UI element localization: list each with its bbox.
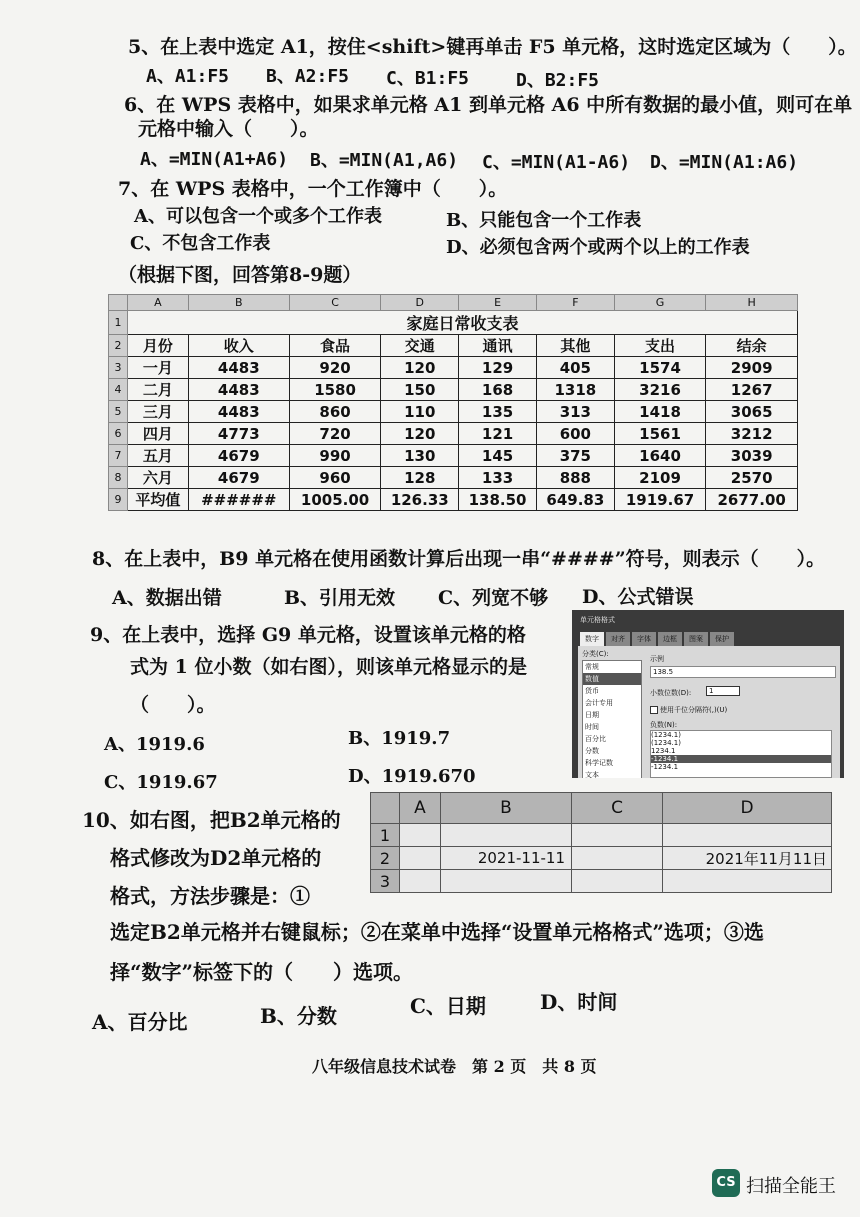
category-item[interactable]: 时间 (585, 723, 599, 731)
table-cell: 三月 (128, 401, 189, 423)
table-cell: 1574 (614, 357, 706, 379)
corner-cell (371, 793, 400, 824)
question-10-line2: 格式修改为D2单元格的 (110, 846, 322, 870)
average-row (109, 489, 798, 511)
table-cell: 128 (381, 467, 459, 489)
table-cell: 4679 (188, 467, 289, 489)
dialog-title: 单元格格式 (580, 616, 615, 624)
q6-option-b: B、=MIN(A1,A6) (310, 150, 459, 171)
q5-option-d: D、B2:F5 (516, 70, 600, 91)
q7-option-b: B、只能包含一个工作表 (446, 210, 642, 231)
table-row (109, 423, 798, 445)
header-cell: 其他 (536, 335, 614, 357)
table-cell: 4483 (188, 357, 289, 379)
category-item[interactable]: 分数 (585, 747, 599, 755)
table-row (109, 357, 798, 379)
table-cell: 2109 (614, 467, 706, 489)
table-cell: 133 (459, 467, 537, 489)
question-9-line3: （ ）。 (130, 694, 216, 716)
col-header-g: G (614, 295, 706, 311)
table-cell: 1005.00 (289, 489, 381, 511)
row-header: 2 (371, 847, 400, 870)
header-cell: 交通 (381, 335, 459, 357)
table-cell: 1561 (614, 423, 706, 445)
q6-option-a: A、=MIN(A1+A6) (140, 149, 289, 170)
table-cell: 1418 (614, 401, 706, 423)
table-cell: 110 (381, 401, 459, 423)
table-cell: 1318 (536, 379, 614, 401)
table-cell: 3065 (706, 401, 798, 423)
table-cell: 150 (381, 379, 459, 401)
cell-d1[interactable] (663, 824, 832, 847)
table-cell: 一月 (128, 357, 189, 379)
category-item-selected[interactable]: 数值 (583, 673, 641, 685)
date-format-sheet (370, 792, 832, 893)
row-header: 5 (109, 401, 128, 423)
question-7: 7、在 WPS 表格中，一个工作簿中（ ）。 (118, 178, 508, 200)
row-header: 1 (371, 824, 400, 847)
question-10-line4: 选定B2单元格并右键鼠标；②在菜单中选择“设置单元格格式”选项；③选 (110, 920, 764, 944)
table-cell: 五月 (128, 445, 189, 467)
question-6-line1: 6、在 WPS 表格中，如果求单元格 A1 到单元格 A6 中所有数据的最小值，则可在单 (124, 94, 853, 116)
row-header: 3 (371, 870, 400, 893)
cell-d2[interactable]: 2021年11月11日 (663, 847, 832, 870)
category-item[interactable]: 常规 (585, 663, 599, 671)
question-10-line3: 格式，方法步骤是：① (110, 884, 310, 908)
dialog-body (578, 646, 840, 778)
table-cell: 1640 (614, 445, 706, 467)
page-footer: 八年级信息技术试卷 第 2 页 共 8 页 (312, 1057, 597, 1076)
camscanner-logo: CS (712, 1169, 740, 1197)
cell-c1[interactable] (572, 824, 663, 847)
cell-a2[interactable] (400, 847, 441, 870)
question-5: 5、在上表中选定 A1，按住<shift>键再单击 F5 单元格，这时选定区域为（ ）。 (128, 36, 857, 58)
row-header: 8 (109, 467, 128, 489)
col-header-c: C (289, 295, 381, 311)
header-cell: 月份 (128, 335, 189, 357)
instruction-note: （根据下图，回答第8-9题） (118, 264, 362, 286)
table-cell: 138.50 (459, 489, 537, 511)
thousands-label: 使用千位分隔符(,)(U) (660, 706, 728, 714)
dialog-tabs (580, 632, 734, 646)
cell-a3[interactable] (400, 870, 441, 893)
category-item[interactable]: 科学记数 (585, 759, 613, 767)
table-cell: 168 (459, 379, 537, 401)
negative-list (650, 730, 832, 778)
table-cell: 960 (289, 467, 381, 489)
table-cell: 313 (536, 401, 614, 423)
cell-b1[interactable] (441, 824, 572, 847)
table-cell: 720 (289, 423, 381, 445)
q6-option-c: C、=MIN(A1-A6) (482, 152, 631, 173)
category-item[interactable]: 文本 (585, 771, 599, 778)
q10-option-a: A、百分比 (92, 1010, 188, 1034)
table-cell: 145 (459, 445, 537, 467)
table-cell: 4679 (188, 445, 289, 467)
header-cell: 结余 (706, 335, 798, 357)
negative-option-selected[interactable]: -1234.1 (651, 755, 831, 763)
question-10-line1: 10、如右图，把B2单元格的 (82, 808, 341, 832)
q7-option-d: D、必须包含两个或两个以上的工作表 (446, 237, 750, 258)
q8-option-a: A、数据出错 (112, 587, 222, 609)
table-cell: 平均值 (128, 489, 189, 511)
table-cell: 129 (459, 357, 537, 379)
header-cell: 通讯 (459, 335, 537, 357)
table-cell: 3039 (706, 445, 798, 467)
table-cell: 4483 (188, 401, 289, 423)
negative-option[interactable]: (1234.1) (651, 731, 681, 739)
sample-value: 138.5 (650, 666, 836, 678)
q8-option-b: B、引用无效 (284, 587, 396, 609)
table-row (109, 401, 798, 423)
col-header-a: A (128, 295, 189, 311)
table-cell: 2570 (706, 467, 798, 489)
row-header: 1 (109, 311, 128, 335)
table-cell: 4773 (188, 423, 289, 445)
q7-option-c: C、不包含工作表 (130, 233, 271, 254)
q9-option-d: D、1919.670 (348, 766, 476, 787)
table-row (109, 379, 798, 401)
table-cell: 649.83 (536, 489, 614, 511)
table-cell: 135 (459, 401, 537, 423)
cell-a1[interactable] (400, 824, 441, 847)
row-header: 9 (109, 489, 128, 511)
q10-option-c: C、日期 (410, 994, 486, 1018)
table-cell: 1580 (289, 379, 381, 401)
q9-option-c: C、1919.67 (104, 772, 218, 793)
category-item[interactable]: 百分比 (585, 735, 606, 743)
col-header-c: C (572, 793, 663, 824)
cell-c3[interactable] (572, 870, 663, 893)
table-cell: 920 (289, 357, 381, 379)
col-header-b: B (441, 793, 572, 824)
table-cell: 405 (536, 357, 614, 379)
negative-option[interactable]: (1234.1) (651, 739, 681, 747)
tab-number[interactable]: 数字 (580, 632, 604, 646)
table-cell: 600 (536, 423, 614, 445)
q5-option-a: A、A1:F5 (146, 66, 230, 87)
q9-option-b: B、1919.7 (348, 728, 451, 749)
row-header: 4 (109, 379, 128, 401)
table-cell: 四月 (128, 423, 189, 445)
table-cell: 二月 (128, 379, 189, 401)
q5-option-c: C、B1:F5 (386, 68, 470, 89)
question-10-line5: 择“数字”标签下的（ ）选项。 (110, 960, 414, 984)
q8-option-d: D、公式错误 (582, 586, 694, 608)
question-8: 8、在上表中，B9 单元格在使用函数计算后出现一串“####”符号，则表示（ ）。 (92, 548, 826, 570)
table-cell: 2677.00 (706, 489, 798, 511)
table-cell: 3212 (706, 423, 798, 445)
category-label: 分类(C): (582, 650, 609, 658)
tab-border[interactable]: 边框 (658, 632, 682, 646)
table-row (109, 445, 798, 467)
table-cell: 3216 (614, 379, 706, 401)
tab-font[interactable]: 字体 (632, 632, 656, 646)
question-9-line2: 式为 1 位小数（如右图），则该单元格显示的是 (130, 656, 527, 678)
header-cell: 食品 (289, 335, 381, 357)
corner-cell (109, 295, 128, 311)
question-9-line1: 9、在上表中，选择 G9 单元格，设置该单元格的格 (90, 624, 526, 646)
col-header-e: E (459, 295, 537, 311)
row-header: 7 (109, 445, 128, 467)
table-cell: 126.33 (381, 489, 459, 511)
table-cell: 1267 (706, 379, 798, 401)
cell-b2[interactable]: 2021-11-11 (441, 847, 572, 870)
negative-option[interactable]: -1234.1 (651, 763, 679, 771)
thousands-checkbox[interactable] (650, 706, 658, 714)
tab-pattern[interactable]: 图案 (684, 632, 708, 646)
row-header: 6 (109, 423, 128, 445)
q8-option-c: C、列宽不够 (438, 587, 549, 609)
col-header-d: D (381, 295, 459, 311)
tab-alignment[interactable]: 对齐 (606, 632, 630, 646)
row-header: 2 (109, 335, 128, 357)
q7-option-a: A、可以包含一个或多个工作表 (134, 206, 382, 227)
table-row (109, 467, 798, 489)
table-cell: 888 (536, 467, 614, 489)
decimal-places-input[interactable]: 1 (706, 686, 740, 696)
table-cell: 2909 (706, 357, 798, 379)
table-cell: 120 (381, 423, 459, 445)
row-header: 3 (109, 357, 128, 379)
col-header-d: D (663, 793, 832, 824)
table-cell: 130 (381, 445, 459, 467)
sheet-title: 家庭日常收支表 (128, 311, 798, 335)
cell-b3[interactable] (441, 870, 572, 893)
q10-option-b: B、分数 (260, 1004, 337, 1028)
question-6-line2: 元格中输入（ ）。 (138, 118, 319, 140)
table-cell: 121 (459, 423, 537, 445)
category-item[interactable]: 日期 (585, 711, 599, 719)
table-cell: 990 (289, 445, 381, 467)
table-cell: 120 (381, 357, 459, 379)
tab-protection[interactable]: 保护 (710, 632, 734, 646)
camscanner-text: 扫描全能王 (746, 1176, 836, 1197)
category-item[interactable]: 会计专用 (585, 699, 613, 707)
q10-option-d: D、时间 (540, 990, 618, 1014)
table-cell: ###### (188, 489, 289, 511)
col-header-h: H (706, 295, 798, 311)
household-budget-sheet (108, 294, 798, 511)
q5-option-b: B、A2:F5 (266, 66, 350, 87)
table-cell: 4483 (188, 379, 289, 401)
header-cell: 收入 (188, 335, 289, 357)
col-header-b: B (188, 295, 289, 311)
category-item[interactable]: 货币 (585, 687, 599, 695)
category-list (582, 660, 642, 778)
table-cell: 六月 (128, 467, 189, 489)
negative-label: 负数(N): (650, 721, 678, 729)
cell-d3[interactable] (663, 870, 832, 893)
table-cell: 860 (289, 401, 381, 423)
cell-c2[interactable] (572, 847, 663, 870)
decimal-places-label: 小数位数(D): (650, 689, 692, 697)
negative-option[interactable]: 1234.1 (651, 747, 676, 755)
header-row (109, 335, 798, 357)
table-cell: 1919.67 (614, 489, 706, 511)
q9-option-a: A、1919.6 (104, 734, 205, 755)
col-header-f: F (536, 295, 614, 311)
sample-label: 示例 (650, 655, 664, 663)
table-cell: 375 (536, 445, 614, 467)
q6-option-d: D、=MIN(A1:A6) (650, 152, 799, 173)
format-cells-dialog (572, 610, 844, 778)
header-cell: 支出 (614, 335, 706, 357)
col-header-a: A (400, 793, 441, 824)
